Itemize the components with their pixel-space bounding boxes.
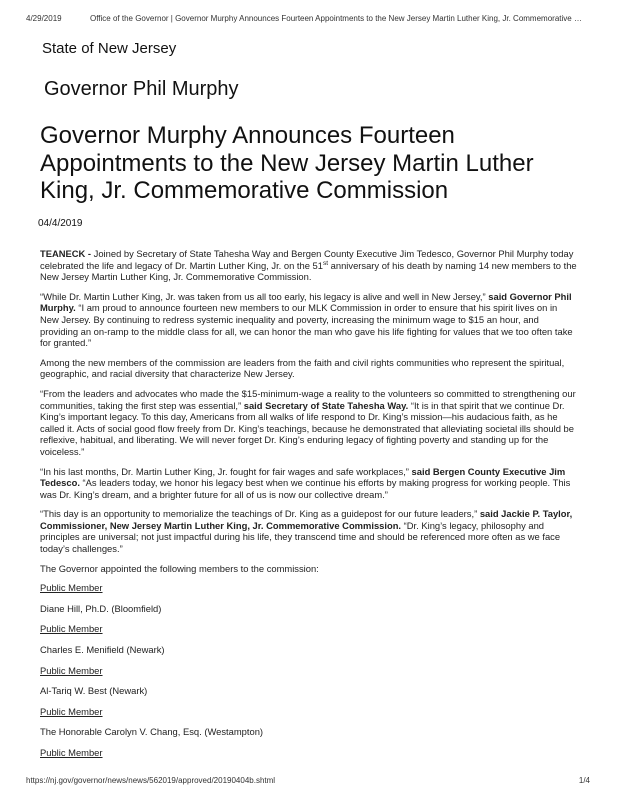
intro-text-a: Joined by Secretary of State Tahesha Way and Bergen County Executive Jim Tedesco, Governor Phil Murphy today celebrated the life and legacy of Dr. Martin Luther King, Jr. on the 51 <box>40 248 574 271</box>
paragraph-intro <box>40 248 578 283</box>
quote-text: “While Dr. Martin Luther King, Jr. was taken from us all too early, his legacy is alive and well in New Jersey,” <box>40 290 489 302</box>
quote-attribution: said Jackie P. Taylor, Commissioner, New Jersey Martin Luther King, Jr. Commemorative Commission. <box>40 508 573 531</box>
print-date: 4/29/2019 <box>26 14 62 23</box>
intro-text-b: anniversary of his death by naming 14 new members to the New Jersey Martin Luther King, Jr. Commemorative Commission. <box>40 259 577 283</box>
member-role-link[interactable]: Public Member <box>40 582 103 594</box>
quote-text: “In his last months, Dr. Martin Luther King, Jr. fought for fair wages and safe workplaces,” <box>40 465 412 477</box>
print-header <box>26 14 598 23</box>
member-role-link[interactable]: Public Member <box>40 747 103 758</box>
paragraph-commissioner-quote <box>40 508 578 554</box>
quote-text: “Dr. King’s legacy, philosophy and principles are universal; not just impactful during his life, they transcend time and should be referenced more often as we face today’s challenges.” <box>40 519 561 555</box>
member-name: Diane Hill, Ph.D. (Bloomfield) <box>40 602 162 614</box>
quote-text: “From the leaders and advocates who made the $15-minimum-wage a reality to the volunteers so committed to strengthening our communities, taking the first step was essential,” <box>40 387 576 411</box>
quote-text: “It is in that spirit that we continue Dr. King’s important legacy. To this day, Americans from all walks of life respond to Dr. King’s mission—his audacious faith, as he called it. Acts of social good flow freely from Dr. King’s teachings, because he demonstrated that alleviating societal ills should be reflexive, habitual, and liberating. We will never forget Dr. King’s enduring legacy of fighting poverty and standing up for the voiceless.” <box>40 399 574 457</box>
quote-text: “I am proud to announce fourteen new members to our MLK Commission in order to ensure that his spirit lives on in New Jersey. By continuing to redress systemic inequality and poverty, increasing the minimum wage to $15 an hour, and providing an on-ramp to the middle class for all, we can honor the man who gave his life fighting for values that we too often take for granted.” <box>40 302 573 349</box>
paragraph-governor-quote <box>40 291 578 349</box>
member-role-link[interactable]: Public Member <box>40 705 103 717</box>
site-name-link[interactable]: State of New Jersey <box>42 40 177 57</box>
ordinal-suffix: st <box>322 259 329 267</box>
paragraph-commission-members: Among the new members of the commission are leaders from the faith and civil rights communities who represent the spiritual, geographic, and racial diversity that characterize New Jersey. <box>40 356 565 380</box>
governor-name-link[interactable]: Governor Phil Murphy <box>44 78 239 100</box>
dateline: TEANECK - <box>40 248 94 259</box>
quote-text: “As leaders today, we honor his legacy best when we continue his efforts by making progress for working people. This was Dr. King’s dream, and a brighter future for all of us is now our collective dream.” <box>40 477 571 500</box>
member-name: The Honorable Carolyn V. Chang, Esq. (Westampton) <box>40 726 264 738</box>
quote-text: “This day is an opportunity to memorialize the teachings of Dr. King as a guidepost for our future leaders,” <box>40 508 480 520</box>
member-role-link[interactable]: Public Member <box>40 664 103 676</box>
article-headline: Governor Murphy Announces Fourteen Appointments to the New Jersey Martin Luther King, Jr. Commemorative Commission <box>40 122 534 204</box>
paragraph-county-exec-quote <box>40 466 578 501</box>
print-page-title: Office of the Governor | Governor Murphy Announces Fourteen Appointments to the New Jersey Martin Luther King, Jr. Commemorative … <box>90 14 582 23</box>
page-number: 1/4 <box>578 776 590 785</box>
quote-attribution: said Secretary of State Tahesha Way. <box>243 399 409 411</box>
member-name: Al-Tariq W. Best (Newark) <box>40 685 148 697</box>
release-date: 04/4/2019 <box>38 218 83 229</box>
members-list <box>40 582 578 758</box>
print-footer <box>26 776 590 785</box>
member-role-link[interactable]: Public Member <box>40 623 103 635</box>
page-url: https://nj.gov/governor/news/news/562019/approved/20190404b.shtml <box>26 776 276 785</box>
quote-attribution: said Governor Phil Murphy. <box>40 290 572 314</box>
paragraph-appointments-intro: The Governor appointed the following members to the commission: <box>40 562 319 574</box>
quote-attribution: said Bergen County Executive Jim Tedesco. <box>40 465 566 489</box>
member-name: Charles E. Menifield (Newark) <box>40 644 165 656</box>
article-body <box>40 248 578 768</box>
paragraph-secretary-quote <box>40 388 578 458</box>
